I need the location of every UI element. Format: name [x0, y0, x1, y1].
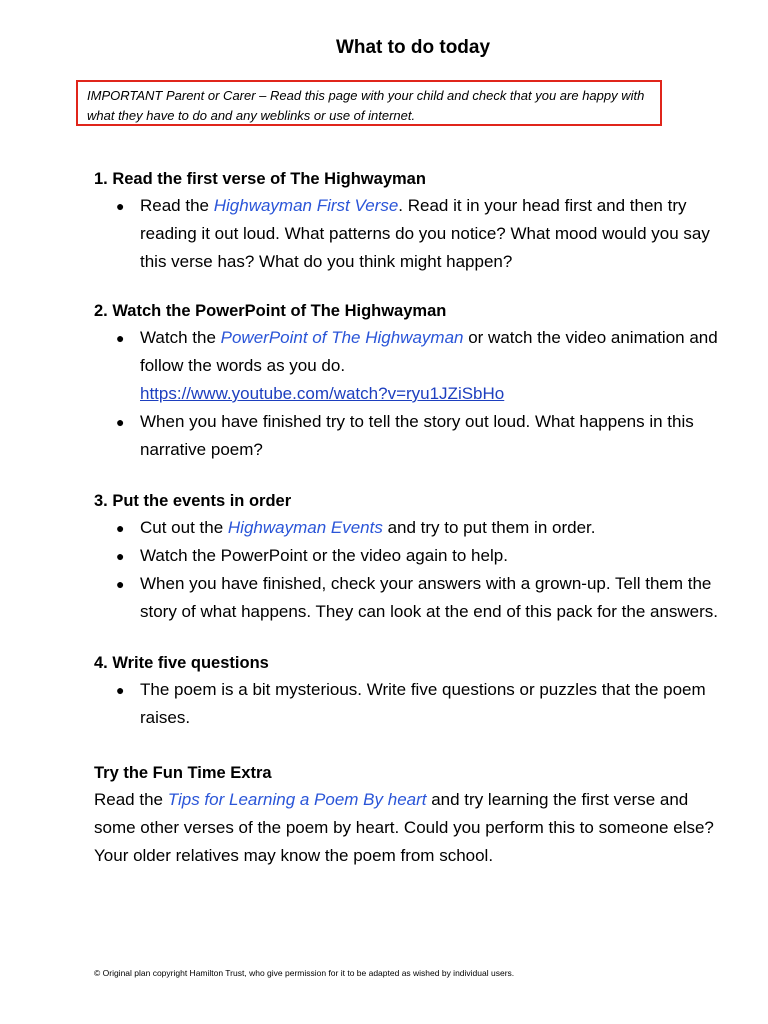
- item-text: Cut out the: [140, 518, 228, 537]
- section-4-list: [94, 676, 734, 732]
- instructions-content: [94, 166, 734, 870]
- item-text: and try to put them in order.: [382, 518, 596, 537]
- section-heading-2: 2. Watch the PowerPoint of The Highwayman: [94, 302, 447, 320]
- youtube-url-link[interactable]: https://www.youtube.com/watch?v=ryu1JZiSbHo: [140, 384, 505, 403]
- important-notice-box: IMPORTANT Parent or Carer – Read this page with your child and check that you are happy with what they have to do and any weblinks or use of internet.: [76, 80, 662, 126]
- item-text: The poem is a bit mysterious. Write five questions or puzzles that the poem raises.: [140, 680, 706, 727]
- list-item: [94, 324, 734, 408]
- bullet-icon: ●: [116, 548, 125, 564]
- bullet-icon: ●: [116, 198, 125, 214]
- section-1-list: [94, 192, 734, 276]
- section-heading-1: 1. Read the first verse of The Highwayman: [94, 170, 426, 188]
- list-item: [94, 408, 734, 464]
- item-text: or watch the video animation and follow the words as you do.: [140, 328, 718, 375]
- item-text: Watch the PowerPoint or the video again to help.: [140, 546, 508, 565]
- extra-text: and try learning the first verse and some other verses of the poem by heart. Could you perform this to someone else? Your older relatives may know the poem from school.: [94, 790, 714, 865]
- item-text: When you have finished try to tell the story out loud. What happens in this narrative poem?: [140, 412, 694, 459]
- item-text: When you have finished, check your answers with a grown-up. Tell them the story of what happens. They can look at the end of this pack for the answers.: [140, 574, 719, 621]
- bullet-icon: ●: [116, 682, 125, 698]
- list-item: [94, 570, 734, 626]
- section-heading-3: 3. Put the events in order: [94, 492, 292, 510]
- extra-text: Read the: [94, 790, 168, 809]
- highwayman-first-verse-link[interactable]: Highwayman First Verse: [213, 196, 399, 215]
- section-2-list: [94, 324, 734, 464]
- bullet-icon: ●: [116, 330, 125, 346]
- tips-for-learning-poem-link[interactable]: Tips for Learning a Poem By heart: [167, 790, 427, 809]
- item-text: Read the: [140, 196, 214, 215]
- page-title: What to do today: [335, 37, 491, 58]
- fun-time-extra-text: [94, 786, 734, 870]
- powerpoint-link[interactable]: PowerPoint of The Highwayman: [220, 328, 464, 347]
- highwayman-events-link[interactable]: Highwayman Events: [227, 518, 383, 537]
- bullet-icon: ●: [116, 414, 125, 430]
- section-3-list: [94, 514, 734, 626]
- list-item: [94, 542, 734, 570]
- item-text: . Read it in your head first and then try reading it out loud. What patterns do you notice? What mood would you say this verse has? What do you think might happen?: [140, 196, 710, 271]
- bullet-icon: ●: [116, 576, 125, 592]
- item-text: Watch the: [140, 328, 221, 347]
- fun-time-extra-heading: Try the Fun Time Extra: [94, 764, 272, 782]
- bullet-icon: ●: [116, 520, 125, 536]
- list-item: [94, 514, 734, 542]
- section-heading-4: 4. Write five questions: [94, 654, 269, 672]
- list-item: [94, 676, 734, 732]
- list-item: [94, 192, 734, 276]
- copyright-footer: © Original plan copyright Hamilton Trust, who give permission for it to be adapted as wished by individual users.: [94, 968, 515, 978]
